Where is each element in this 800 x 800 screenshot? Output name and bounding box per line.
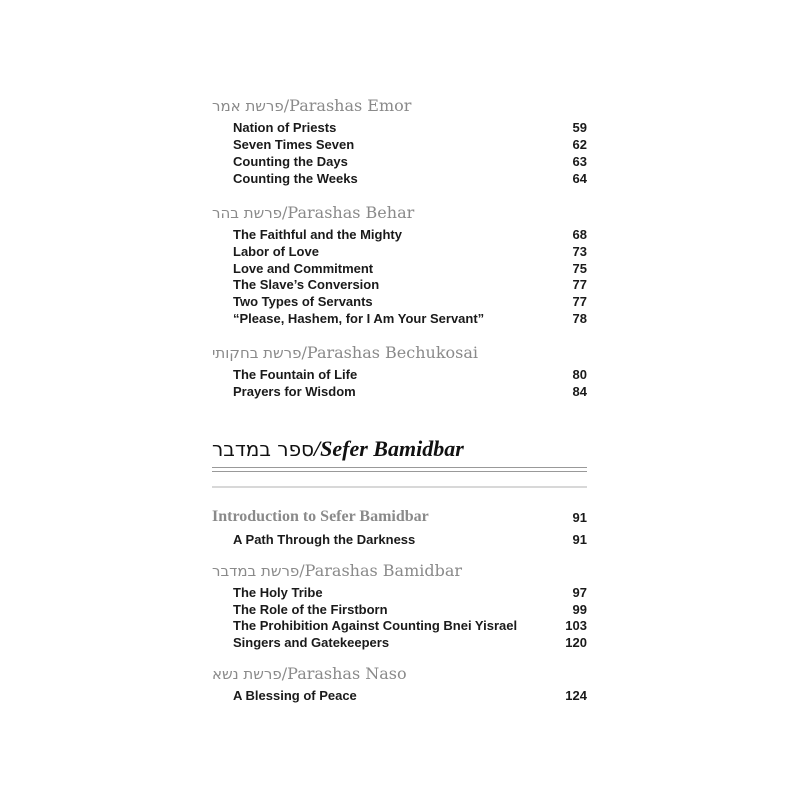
toc-entry bbox=[233, 618, 587, 635]
toc-entry bbox=[233, 602, 587, 619]
intro-heading-page: 91 bbox=[572, 510, 587, 525]
toc-entry-title: A Path Through the Darkness bbox=[233, 532, 416, 547]
toc-entry bbox=[233, 688, 587, 705]
toc-entry-title: The Holy Tribe bbox=[233, 585, 323, 600]
toc-entry-title: The Fountain of Life bbox=[233, 367, 358, 382]
toc-entry-title: The Faithful and the Mighty bbox=[233, 227, 402, 242]
toc-entry-page: 59 bbox=[572, 120, 587, 135]
toc-entry-title: Singers and Gatekeepers bbox=[233, 635, 390, 650]
toc-entry-title: “Please, Hashem, for I Am Your Servant” bbox=[233, 311, 485, 326]
section-heading-hebrew: פרשת בחקותי bbox=[212, 344, 302, 362]
toc-entry bbox=[233, 244, 587, 261]
toc-entry-page: 91 bbox=[572, 532, 587, 547]
section-heading-hebrew: פרשת במדבר bbox=[212, 562, 300, 580]
toc-entry bbox=[233, 154, 587, 171]
toc-entry-page: 77 bbox=[572, 294, 587, 309]
section-heading-hebrew: פרשת אמר bbox=[212, 97, 284, 115]
toc-entry bbox=[233, 311, 587, 328]
book-title bbox=[212, 436, 592, 462]
section-heading-title: Parashas Behar bbox=[287, 203, 415, 222]
toc-entry-page: 68 bbox=[572, 227, 587, 242]
toc-entry-page: 103 bbox=[565, 618, 587, 633]
section-heading-title: Parashas Bechukosai bbox=[306, 343, 479, 362]
toc-entry-title: The Prohibition Against Counting Bnei Yisrael bbox=[233, 618, 518, 633]
toc-entry-page: 77 bbox=[572, 277, 587, 292]
section-heading-separator: / bbox=[282, 203, 288, 222]
double-rule-divider bbox=[212, 467, 587, 472]
toc-entry-page: 120 bbox=[565, 635, 587, 650]
toc-entry-page: 80 bbox=[572, 367, 587, 382]
toc-entry bbox=[233, 261, 587, 278]
toc-entry bbox=[233, 227, 587, 244]
toc-entry bbox=[233, 585, 587, 602]
toc-entry-page: 78 bbox=[572, 311, 587, 326]
book-title-hebrew: ספר במדבר bbox=[212, 437, 315, 461]
section-heading-title: Parashas Emor bbox=[289, 96, 412, 115]
toc-entry bbox=[233, 294, 587, 311]
toc-entry bbox=[233, 384, 587, 401]
toc-entry-title: Seven Times Seven bbox=[233, 137, 355, 152]
section-heading-separator: / bbox=[283, 96, 290, 115]
section-heading-naso bbox=[212, 664, 592, 683]
toc-entry-page: 75 bbox=[572, 261, 587, 276]
toc-entry-title: Labor of Love bbox=[233, 244, 319, 259]
toc-entry bbox=[233, 120, 587, 137]
toc-entry bbox=[233, 277, 587, 294]
section-heading-hebrew: פרשת בהר bbox=[212, 204, 283, 222]
section-heading-title: Parashas Bamidbar bbox=[304, 561, 463, 580]
section-heading-bechukosai bbox=[212, 343, 592, 362]
toc-entry bbox=[233, 171, 587, 188]
toc-entry-page: 124 bbox=[565, 688, 587, 703]
book-title-separator: / bbox=[314, 436, 321, 461]
section-heading-separator: / bbox=[299, 561, 305, 580]
toc-entry-page: 62 bbox=[572, 137, 587, 152]
toc-entry-title: The Slave’s Conversion bbox=[233, 277, 380, 292]
toc-entry-page: 99 bbox=[572, 602, 587, 617]
section-heading-title: Parashas Naso bbox=[287, 664, 407, 683]
toc-entry-title: The Role of the Firstborn bbox=[233, 602, 388, 617]
toc-entry-page: 73 bbox=[572, 244, 587, 259]
section-heading-bamidbar bbox=[212, 561, 592, 580]
toc-entry-title: Love and Commitment bbox=[233, 261, 374, 276]
section-heading-emor bbox=[212, 96, 592, 115]
toc-entry bbox=[233, 532, 587, 549]
toc-entry-title: Two Types of Servants bbox=[233, 294, 373, 309]
toc-entry-title: Counting the Days bbox=[233, 154, 348, 169]
toc-entry-title: Prayers for Wisdom bbox=[233, 384, 356, 399]
toc-entry-title: Counting the Weeks bbox=[233, 171, 358, 186]
section-heading-behar bbox=[212, 203, 592, 222]
intro-heading-title: Introduction to Sefer Bamidbar bbox=[212, 508, 429, 525]
rule-divider bbox=[212, 486, 587, 488]
toc-entry-page: 64 bbox=[572, 171, 587, 186]
intro-heading bbox=[212, 508, 587, 528]
toc-entry-page: 63 bbox=[572, 154, 587, 169]
toc-entry bbox=[233, 367, 587, 384]
book-title-text: Sefer Bamidbar bbox=[320, 436, 464, 461]
toc-entry-title: Nation of Priests bbox=[233, 120, 337, 135]
toc-entry-page: 84 bbox=[572, 384, 587, 399]
section-heading-separator: / bbox=[301, 343, 307, 362]
section-heading-separator: / bbox=[281, 664, 288, 683]
toc-entry bbox=[233, 635, 587, 652]
section-heading-hebrew: פרשת נשא bbox=[212, 665, 282, 683]
toc-entry-page: 97 bbox=[572, 585, 587, 600]
toc-entry bbox=[233, 137, 587, 154]
toc-entry-title: A Blessing of Peace bbox=[233, 688, 357, 703]
